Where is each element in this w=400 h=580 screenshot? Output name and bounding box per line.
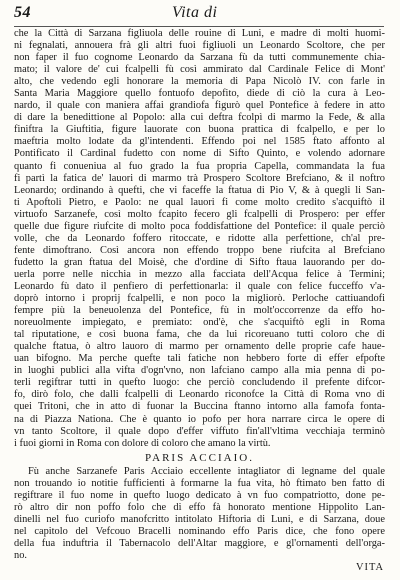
text-line: ti Apoftoli Pietro, e Paolo: ne qual lauori fi come molto credito s'acquiftò il [14,196,385,208]
text-line: Leonardo fù dato il penfiero di perfettionarla: il quale con felice fucceffo v'a- [14,280,385,292]
text-line: no. [14,550,27,562]
running-title: Vita di [172,4,218,21]
section-paragraph [14,466,385,562]
catchword: VITA [356,562,384,573]
text-line: Santa Maria Maggiore quello fontuofo depofito, diede di ciò la cura à Leo- [14,88,385,100]
section-heading: PARIS ACCIAIO. [145,452,254,464]
text-line: fempre più la beneuolenza del Pontefice, fù in molt'occorrenze da effo ho- [14,305,385,317]
text-line: quanto fi conueniua al fuo grado la fua propria Capella, commandata la fua [14,160,385,172]
text-line: Leonardo; ordinando à quefti, che vi faceffe la ftatua di Pio V, & à quegli li San- [14,184,385,196]
text-line: Pontificato il Cardinal fudetto con nome di Sifto Quinto, e volendo adornare [14,148,385,160]
text-line: di dare la benedittione al Popolo: alla cui deftra fcolpì di marmo la Fede, & alla [14,112,385,124]
text-line: Fù anche Sarzanefe Paris Acciaio eccellente intagliator di legname del quale [28,466,385,477]
text-line: maeftria molto lodate da gl'intendenti. Effendo poi nel 1585 ftato affonto al [14,136,385,148]
text-line: fi partì la fatica de' lauori di marmo trà Prospero Scoltore Brefciano, & il noftro [14,172,385,184]
text-line: nel capitolo del Vefcouo Bracelli nominando effo Paris dice, che fono opere [14,526,385,538]
text-line: quelle due figure riufcite di molto poca foddisfattione del Pontefice: il quale perciò [14,220,385,232]
text-line: fo, dirò folo, che dalli fcalpelli di Leonardo riconofce la Città di Roma vno di [14,389,385,401]
text-line: della fua induftria il Tabernacolo dell'Altar maggiore, e gl'ornamenti dell'orga- [14,538,385,550]
text-line: vn tanto Scoltore, il quale dopo d'effer viffuto fin'all'vltima vecchiaja terminò [14,425,385,437]
header-rule [14,26,384,27]
text-line: uan bifogno. Ma perche quefte tali fatiche non hebbero forte di effer efpofte [14,353,385,365]
text-line: che la Città di Sarzana figliuola delle rouine di Luni, e madre di molti huomi- [14,28,385,39]
page-header [14,4,384,26]
text-line: fente dimoftrano. Così ancora non effendo troppo bene riufcita al Brefciano [14,244,385,256]
text-line: qualche ftatua, ò altro lauoro di marmo per ornamento delle proprie cafe haue- [14,341,385,353]
text-line: regiftrare il fuo nome in quefto luogo dedicato à vn fuo compatriotto, done pe- [14,490,385,502]
text-line: doprò intorno i proprij fcalpelli, e non poco la migliorò. Perloche cattiuandofi [14,293,385,305]
text-line: non faper il fuo cognome Leonardo da Sarzana fù da tutti communemente chia- [14,52,385,64]
text-line: alto, che vedendo egli honorare la memoria di Papa Nicolò IV. con farle in [14,76,385,88]
text-line: finiftra la Giuftitia, figure lauorate con buona prattica di fcalpello, e per lo [14,124,385,136]
text-line: ni fegnalati, annouera frà gli altri fuoi figliuoli un Leonardo Scoltore, che per [14,40,385,52]
text-line: terli regiftrar tutti in quefto luogo: che perciò concludendo il prefente difcor- [14,377,385,389]
main-paragraph [14,28,385,450]
page-number: 54 [14,4,31,21]
text-line: noreuolmente impiegato, e premiato: ond'è, che s'acquiftò egli in Roma [14,317,385,329]
text-line: tal riputatione, e così buona fama, che da lui ricoreuano tutti coloro che di [14,329,385,341]
text-line: in luoghi publici alla vifta d'ogn'vno, non lafciano campo alla mia penna di po- [14,365,385,377]
text-line: dinelli nel fuo curiofo manofcritto intitolato Hiftoria di Luni, e di Sarzana, doue [14,514,385,526]
text-line: rò altro dir non poffo folo che di effo fà honorato mentione Hippolito Lan- [14,502,385,514]
text-line: volle, che da Leonardo foffero ritoccate, e ridotte alla perfettione, ch'al pre- [14,232,385,244]
text-line: fudetto la gran ftatua del Moisè, che d'ordine di Sifto ftaua lauorando per do- [14,256,385,268]
text-line: virtuofo Sarzanefe, così molto fcapito fecero gli fcalpelli di Prospero: per effer [14,208,385,220]
text-line: i fuoi giorni in Roma con dolore di coloro che amano la virtù. [14,437,271,449]
text-line: na di Piazza Nationa. Che è quanto io pofo per hora narrare circa le opere di [14,413,385,425]
text-line: uerla porre nelle nicchia in mezzo alla facciata dell'Acqua felice à Termini; [14,268,385,280]
text-line: quei Tritoni, che in atto di fuonar la Buccina ftanno intorno alla famofa fonta- [14,401,385,413]
text-line: nardo, il quale con maniera affai grandiofa figurò quel Pontefice à federe in atto [14,100,385,112]
text-line: mato; il valore de' cui fcalpelli fù così ammirato dal Cardinale Felice di Mont' [14,64,385,76]
text-line: non trouando io notitie fufficienti à formarne la fua vita, hò ftimato ben fatto di [14,478,385,490]
